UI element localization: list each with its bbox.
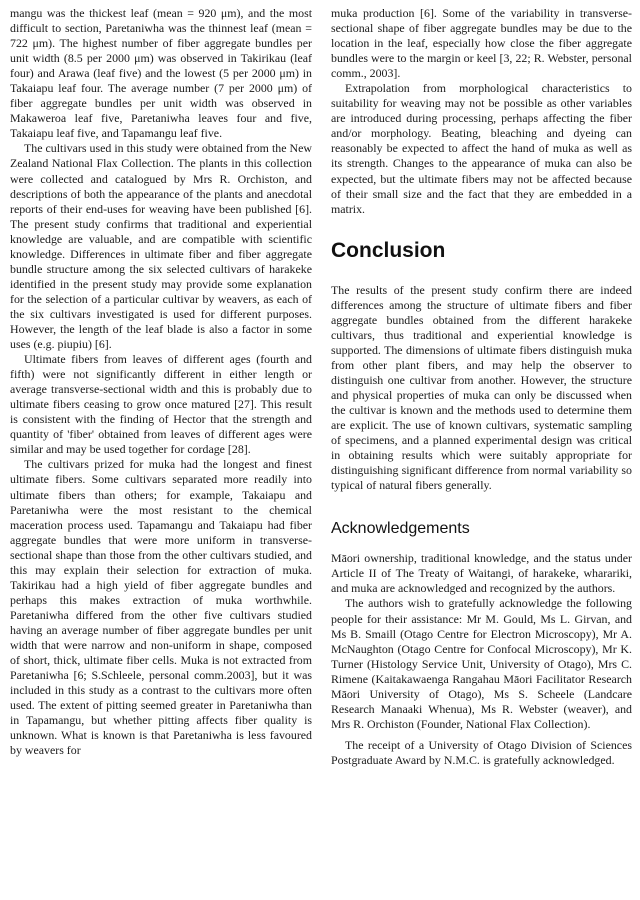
body-paragraph: Ultimate fibers from leaves of different ages (fourth and fifth) were not significantly different in either length or average transverse-sectional width and this is probably due to ultimate fibers ceasing to grow once matured [27]. This result is consistent with the finding of Hector that the strength and quantity of 'fiber' obtained from leaves of different ages were similar and may be used together for cordage [28]. [10, 352, 312, 457]
conclusion-heading: Conclusion [331, 238, 446, 262]
body-paragraph: Extrapolation from morphological characteristics to suitability for weaving may not be possible as other variables are introduced during processing, perhaps affecting the fiber and/or morphology. Beating, bleaching and dyeing can reasonably be expected to affect the hand of muka as well as its strength. Changes to the appearance of muka can also be expected, but the ultimate fibers may not be affected because of their small size and the fact that they are embedded in a matrix. [331, 81, 632, 216]
acknowledgements-paragraph: The receipt of a University of Otago Division of Sciences Postgraduate Award by N.M.C. is gratefully acknowledged. [331, 737, 632, 767]
body-paragraph: mangu was the thickest leaf (mean = 920 μm), and the most difficult to section, Paretaniwha was the thinnest leaf (mean = 722 μm). The highest number of fiber aggregate bundles per unit width (8.5 per 2000 μm) was observed in Takirikau (leaf four) and Arawa (leaf five) and the lowest (5 per 2000 μm) in Takaiapu leaf four. The average number (7 per 2000 μm) of fiber aggregate bundles per unit width was observed in Makaweroa leaf five, Paretaniwha leaves four and five, Takaiapu leaf five, and Tapamangu leaf five. [10, 6, 312, 141]
acknowledgements-heading: Acknowledgements [331, 520, 470, 538]
acknowledgements-paragraph: The authors wish to gratefully acknowledge the following people for their assistance: Mr M. Gould, Ms L. Girvan, and Ms B. Smaill (Otago Centre for Electron Microscopy), Mr A. McNaughton (Otago Centre for Confocal Microscopy), Mr K. Turner (Histology Service Unit, University of Otago), Mrs C. Rimene (Kaitakawaenga Rangahau Māori Facilitator Research Māori University of Otago), Ms S. Scheele (Landcare Research Manaaki Whenua), Ms R. Webster (weaver), and Mrs R. Orchiston (Founder, National Flax Collection). [331, 596, 632, 731]
body-paragraph: The cultivars prized for muka had the longest and finest ultimate fibers. Some cultivars separated more readily into ultimate fibers than others; for example, Takaiapu and Paretaniwha were the most resistant to the chemical maceration process used. Tapamangu and Takaiapu had fiber aggregate bundles that were more uniform in transverse-sectional shape than those from the other cultivars studied, and this may explain their selection for extraction of muka. Takirikau had a high yield of fiber aggregate bundles and perhaps this makes extraction of muka worthwhile. Paretaniwha differed from the other five cultivars studied having an average number of fiber aggregate bundles per unit width that were narrow and non-uniform in shape, composed of short, thick, ultimate fiber cells. Muka is not extracted from Paretaniwha [6; S.Schleele, personal comm.2003], but it was included in this study as a contrast to the cultivars more often used. The extent of pitting seemed greater in Paretaniwha than in Tapamangu, but whether pitting affects fiber quality is unknown. What is known is that Paretaniwha is less favoured by weavers for [10, 457, 312, 758]
left-column [10, 6, 312, 758]
right-column [331, 6, 632, 768]
body-paragraph: The cultivars used in this study were obtained from the New Zealand National Flax Collection. The plants in this collection were collected and catalogued by Mrs R. Orchiston, and descriptions of both the appearance of the plants and anecdotal reports of their end-uses for weaving have been published [6]. The present study confirms that traditional and experiential knowledge are valuable, and are compatible with scientific knowledge. Differences in ultimate fiber and fiber aggregate bundle structure among the six selected cultivars of harakeke identified in the present study may provide some explanation for the selection of a particular cultivar by weavers, as each of the six cultivars investigated is used for different purposes. However, the length of the leaf blade is also a factor in some uses (e.g. piupiu) [6]. [10, 141, 312, 352]
body-paragraph: muka production [6]. Some of the variability in transverse-sectional shape of fiber aggregate bundles may be due to the location in the leaf, especially how close the fiber aggregate bundles were to the margin or keel [3, 22; R. Webster, personal comm., 2003]. [331, 6, 632, 81]
conclusion-paragraph: The results of the present study confirm there are indeed differences among the structure of ultimate fibers and fiber aggregate bundles obtained from the different harakeke cultivars, thus traditional and experiential knowledge is supported. The dimensions of ultimate fibers distinguish muka from other plant fibers, and may help the observer to distinguish one cultivar from another. However, the structure and physical properties of muka can only be discussed when the cultivar is known and the methods used to determine them are explicit. The use of known cultivars, systematic sampling of specimens, and a planned experimental design was critical in obtaining results which were suitably appropriate for distinguishing significant difference from normal variability so typical of natural fibers generally. [331, 282, 632, 493]
acknowledgements-paragraph: Māori ownership, traditional knowledge, and the status under Article II of The Treaty of Waitangi, of harakeke, wharariki, and muka are acknowledged and recognized by the authors. [331, 551, 632, 596]
